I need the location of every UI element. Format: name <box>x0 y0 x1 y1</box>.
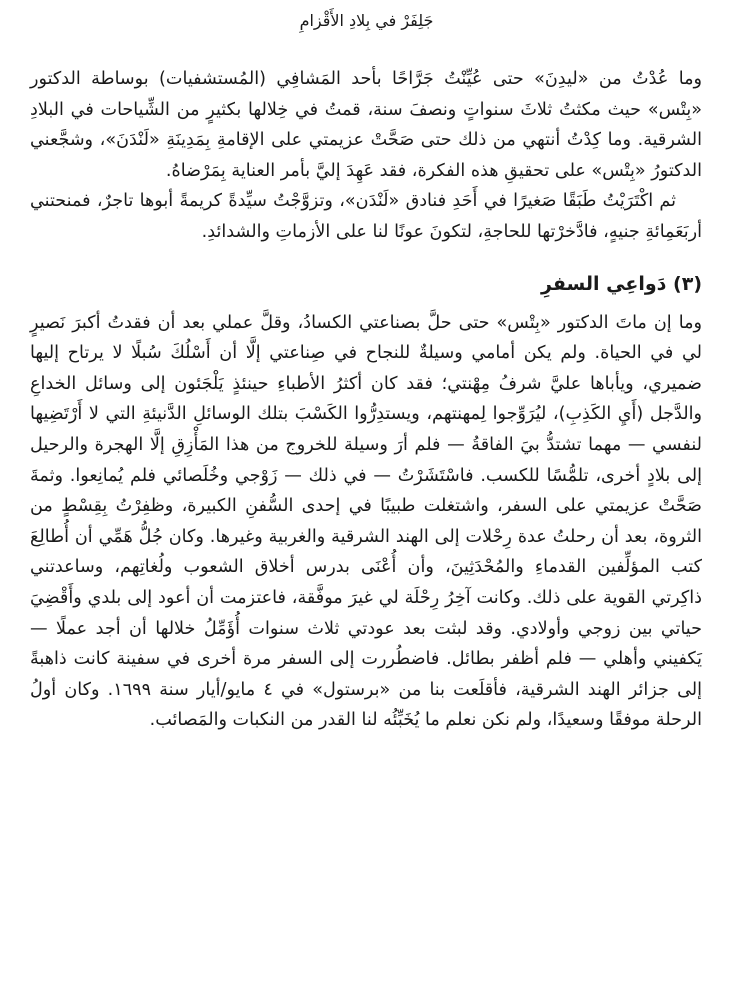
paragraph-return-from-leiden: وما عُدْتُ من «ليدِنَ» حتى عُيِّنْتُ جَرَّاحًا بأحد المَشافِي (المُستشفيات) بوساطة الدكتور «بِتْس» حيث مكثتُ ثلاثَ سنواتٍ ونصفَ سنة، قمتُ في خِلالها بكثيرٍ من الشِّياحات في البلادِ الشرقية. وما كِدْتُ أنتهي من ذلك حتى صَحَّتْ عزيمتي على الإقامةِ بِمَدِينَةِ «لَنْدَنَ»، وشجَّعني الدكتورُ «بِتْس» على تحقيقِ هذه الفكرة، فقد عَهِدَ إليَّ بأمر العناية بِمَرْضاهُ. <box>30 69 702 181</box>
paragraph-reasons-for-travel: وما إن ماتَ الدكتور «بِتْس» حتى حلَّ بصناعتي الكسادُ، وقلَّ عملي بعد أن فقدتُ أكبرَ نَصيرٍ لي في الحياة. ولم يكن أمامي وسيلةٌ للنجاح في صِناعتي إلَّا أن أَسْلُكَ سُبلًا لا يرتاح إليها ضميري، ويأباها عليَّ شرفُ مِهْنتي؛ فقد كان أكثرُ الأطباءِ حينئذٍ يَلْجَئون إلى وسائل الخداعِ والدَّجل (أَيِ الكَذِبِ)، ليُرَوِّجوا لِمهنتهم، ويستدِرُّوا الكَسْبَ بتلك الوسائلِ الدَّنيئةِ التي لا أَرْتَضِيها لنفسي — مهما تشتدُّ بيَ الفاقةُ — فلم أرَ وسيلة للخروج من هذا المَأْزِقِ إلَّا الهجرة والرحيل إلى بلادٍ أخرى، تلمُّسًا للكسب. فاسْتَشَرْتُ — في ذلك — زَوْجي وخُلَصائي فلم يُمانِعوا. وثمةَ صَحَّتْ عزيمتي على السفر، واشتغلت طبيبًا في إحدى السُّفنِ الكبيرة، وظفِرْتُ بِقِسْطٍ من الثروة، بعد أن رحلتُ عدة رِحْلات إلى الهند الشرقية والغربية وغيرها. وكان جُلُّ هَمِّي أن أُطالِعَ كتب المؤلِّفين القدماءِ والمُحْدَثِينَ، وأن أُعْنَى بدرس أخلاق الشعوب ولُغاتِهم، وساعدتني ذاكِرتي القوية على ذلك. وكانت آخِرُ رِحْلَة لي غيرَ موفَّقة، فاعتزمت أن أعود إلى بلدي وأَقْضِيَ حياتي بين زوجي وأولادي. وقد لبثت بعد عودتي ثلاث سنوات أُؤَمِّلُ خلالها أن أجد عملًا — يَكفيني وأهلي — فلم أظفر بطائل. فاضطُررت إلى السفر مرة أخرى في سفينة كانت ذاهبةً إلى جزائر الهند الشرقية، فأقلَعت بنا من «برستول» في ٤ مايو/أيار سنة ١٦٩٩. وكان أولُ الرحلة موفقًا وسعيدًا، ولم نكن نعلم ما يُخَبِّئُه لنا القدر من النكبات والمَصائب. <box>30 312 702 731</box>
page-body-text <box>30 64 702 736</box>
running-header: جَلِفَرْ في بِلادِ الأَقْزامِ <box>299 11 434 30</box>
section-heading: (٣) دَواعِي السفرِ <box>541 272 702 295</box>
paragraph-marriage: ثم اكْتَرَيْتُ طَبَقًا صَغيرًا في أَحَدِ فنادق «لَنْدَن»، وتزوَّجْتُ سيِّدةً كريمةً أبوها تاجرٌ، فمنحتني أربَعَمِائةِ جنيهٍ، فادَّخرْتها للحاجةِ، لتكونَ عونًا لنا على الأزماتِ والشدائدِ. <box>30 191 702 242</box>
